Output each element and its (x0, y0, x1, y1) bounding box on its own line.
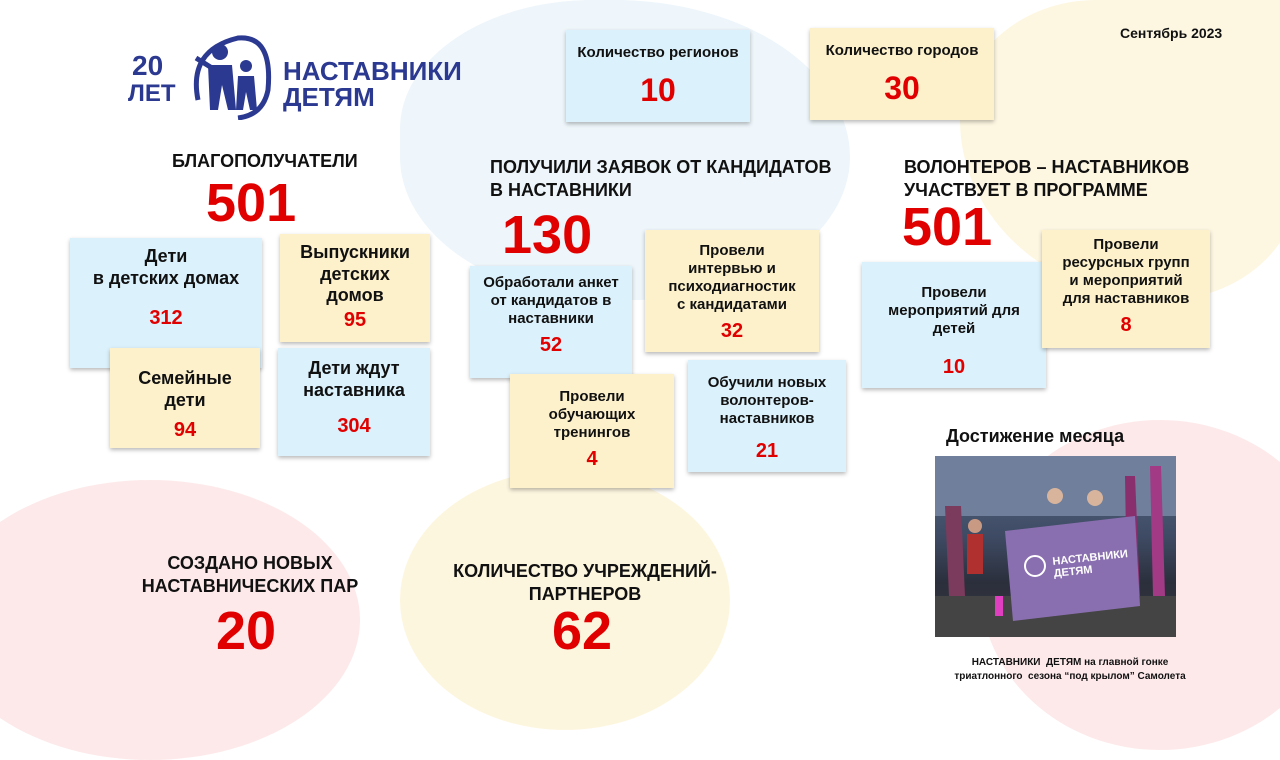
achievement-photo (935, 456, 1176, 637)
cities-card (810, 28, 994, 120)
waiting-label-1: Дети ждут (308, 358, 400, 378)
waiting-value: 304 (337, 415, 371, 438)
events-value: 10 (942, 356, 966, 378)
orphanage-children-label-1: Дети (144, 246, 188, 266)
events-card (862, 262, 1046, 388)
resource-groups-label-4: для наставников (1062, 290, 1190, 307)
processed-label-1: Обработали анкет (483, 274, 619, 291)
processed-card (470, 266, 632, 378)
regions-value: 10 (640, 72, 676, 108)
waiting-card (278, 348, 430, 456)
trained-label-1: Обучили новых (707, 374, 827, 391)
graduates-card (280, 234, 430, 342)
volunteers-total: 501 (902, 197, 993, 257)
interviews-value: 32 (720, 320, 744, 342)
events-label-3: детей (932, 320, 976, 337)
events-label-1: Провели (921, 284, 987, 301)
events-label-2: мероприятий для (888, 302, 1020, 319)
volunteers-title-line1: ВОЛОНТЕРОВ – НАСТАВНИКОВ (904, 157, 1190, 177)
partners-title-line1: КОЛИЧЕСТВО УЧРЕЖДЕНИЙ- (453, 561, 717, 581)
graduates-label-1: Выпускники (300, 242, 410, 262)
applications-title (490, 156, 831, 201)
cities-label: Количество городов (825, 42, 979, 59)
trainings-label-2: обучающих (548, 406, 636, 423)
logo-detyam: ДЕТЯМ (283, 82, 375, 112)
logo (128, 30, 462, 120)
caption-line2: триатлонного сезона “под крылом” Самолета (954, 670, 1186, 682)
applications-title-line2: В НАСТАВНИКИ (490, 179, 632, 200)
beneficiaries-title: БЛАГОПОЛУЧАТЕЛИ (172, 151, 358, 171)
applications-title-line1: ПОЛУЧИЛИ ЗАЯВОК ОТ КАНДИДАТОВ (490, 157, 832, 177)
regions-label: Количество регионов (577, 44, 739, 61)
trainings-label-1: Провели (559, 388, 625, 405)
orphanage-children-label-2: в детских домах (92, 267, 240, 288)
achievement-caption (910, 656, 1230, 683)
family-children-card (110, 348, 260, 448)
pairs-title-line2: НАСТАВНИЧЕСКИХ ПАР (141, 575, 359, 596)
banner-text-line1: НАСТАВНИКИ (1051, 548, 1129, 568)
banner-text-line2: ДЕТЯМ (1053, 563, 1094, 580)
resource-groups-label-1: Провели (1093, 236, 1159, 253)
date-label: Сентябрь 2023 (1120, 25, 1223, 41)
family-children-value: 94 (173, 419, 197, 442)
logo-figures-icon (178, 30, 278, 120)
interviews-label-3: психодиагностик (668, 278, 796, 295)
partners-title-line2: ПАРТНЕРОВ (528, 583, 642, 604)
graduates-label-3: домов (326, 285, 384, 306)
trainings-label-3: тренингов (553, 424, 631, 441)
pairs-title-line1: СОЗДАНО НОВЫХ (167, 553, 333, 573)
trainings-card (510, 374, 674, 488)
resource-groups-value: 8 (1120, 314, 1132, 336)
partners-value: 62 (552, 601, 613, 661)
orphanage-children-value: 312 (149, 307, 183, 330)
pairs-title (120, 552, 380, 597)
processed-value: 52 (539, 334, 563, 356)
volunteers-title (904, 156, 1189, 201)
interviews-label-4: с кандидатами (676, 296, 788, 313)
trained-card (688, 360, 846, 472)
resource-groups-label-2: ресурсных групп (1062, 254, 1190, 271)
beneficiaries-total: 501 (206, 173, 297, 233)
interviews-card (645, 230, 819, 352)
trained-value: 21 (755, 440, 779, 462)
family-children-label-1: Семейные (138, 368, 232, 388)
partners-title (440, 560, 730, 605)
interviews-label-1: Провели (699, 242, 765, 259)
applications-total: 130 (502, 205, 593, 265)
regions-card (566, 30, 750, 122)
interviews-label-2: интервью и (688, 260, 776, 277)
graduates-label-2: детских (320, 263, 390, 284)
bg-blob-pink (0, 480, 360, 760)
waiting-label-2: наставника (303, 379, 405, 400)
photo-scene (935, 456, 1176, 637)
logo-20: 20 (132, 50, 164, 81)
caption-line1: НАСТАВНИКИ ДЕТЯМ на главной гонке (971, 657, 1169, 668)
graduates-value: 95 (343, 308, 367, 331)
achievement-title: Достижение месяца (946, 426, 1125, 446)
family-children-label-2: дети (164, 389, 206, 410)
trained-label-2: волонтеров- (720, 392, 814, 409)
trained-label-3: наставников (719, 410, 815, 427)
pairs-value: 20 (216, 601, 277, 661)
resource-groups-card (1042, 230, 1210, 348)
cities-value: 30 (884, 70, 920, 106)
processed-label-2: от кандидатов в (490, 292, 612, 309)
processed-label-3: наставники (508, 310, 594, 327)
volunteers-title-line2: УЧАСТВУЕТ В ПРОГРАММЕ (904, 179, 1148, 200)
trainings-value: 4 (586, 448, 598, 470)
resource-groups-label-3: и мероприятий (1069, 272, 1183, 289)
logo-let: ЛЕТ (128, 80, 176, 107)
logo-nastavniki: НАСТАВНИКИ (283, 56, 462, 86)
